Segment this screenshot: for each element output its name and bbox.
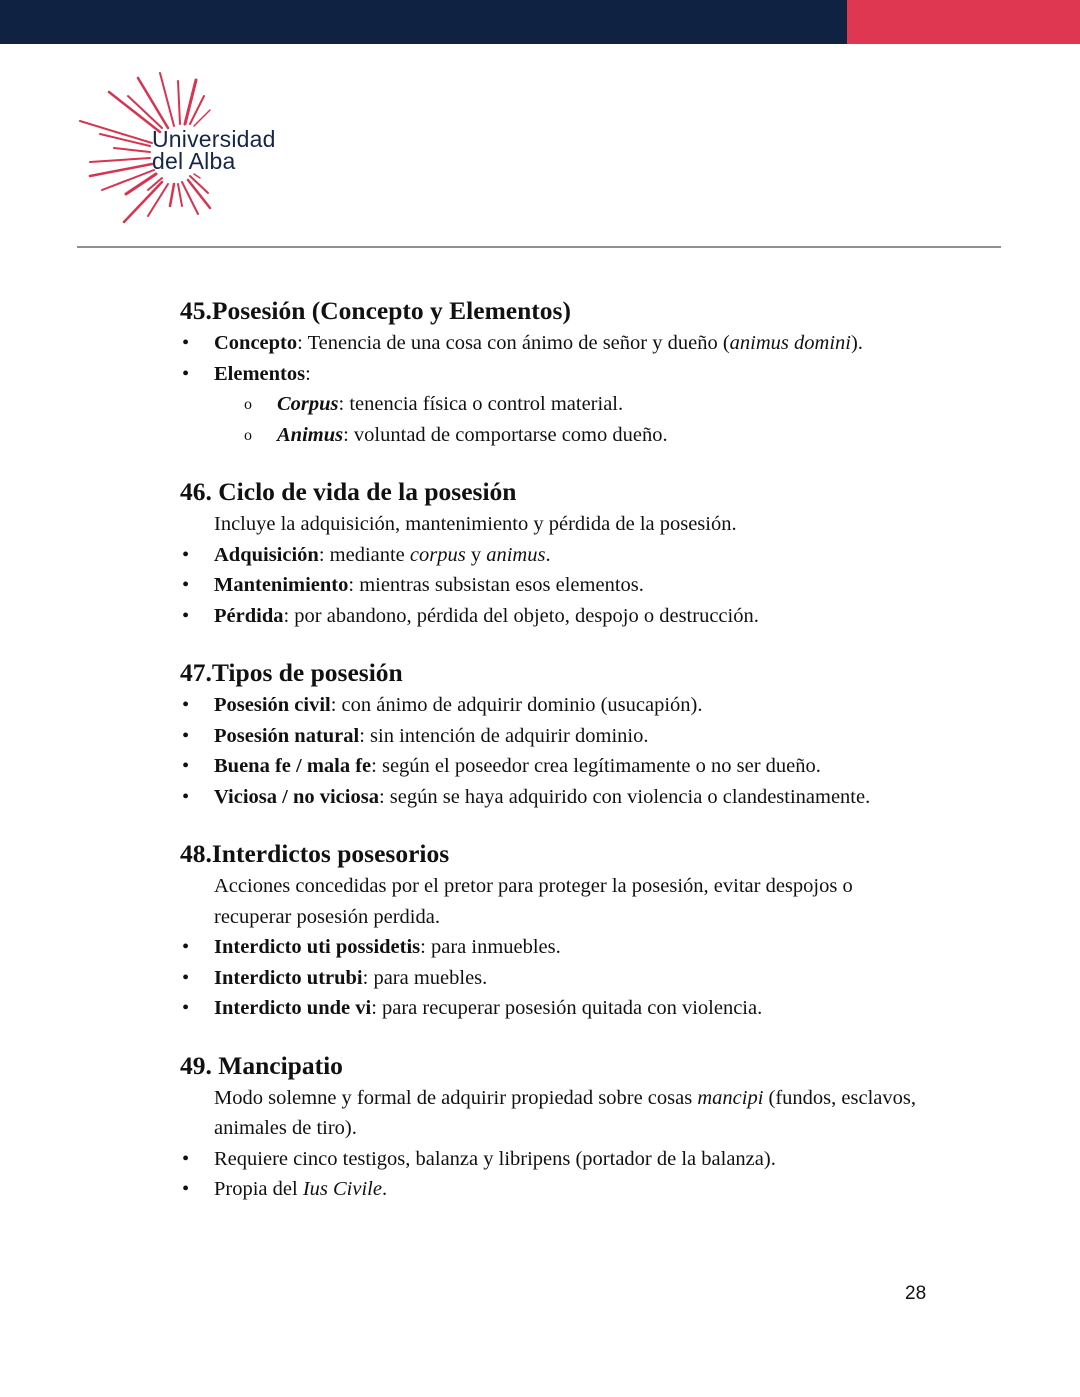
bullet-icon: • [182,1178,190,1200]
logo-line-2: del Alba [152,148,236,174]
bullet-icon: • [182,724,190,747]
bullet-icon: • [182,936,190,958]
bullet-icon: • [182,1147,190,1170]
sub-list [180,389,932,450]
bullet-icon: • [182,574,190,596]
section-heading: 45.Posesión (Concepto y Elementos) [180,296,571,325]
circle-bullet-icon: o [244,426,252,444]
list-item: • Concepto: Tenencia de una cosa con ánimo de señor y dueño (animus domini). [180,328,932,359]
header-bar [0,0,1080,44]
sub-list-item: o Corpus: tenencia física o control material. [180,389,932,420]
bullet-icon: • [182,755,190,777]
section-45 [180,294,932,450]
section-47 [180,656,932,812]
logo-line-1: Universidad [152,126,276,152]
bullet-list [180,690,932,812]
bullet-list [180,540,932,632]
list-item: • Mantenimiento: mientras subsistan esos elementos. [180,570,932,601]
logo-wordmark [152,128,276,172]
bullet-icon: • [182,785,190,808]
bullet-icon: • [182,604,190,627]
list-item: • Posesión natural: sin intención de adquirir dominio. [180,721,932,752]
bullet-list [180,1144,932,1205]
bullet-icon: • [182,332,190,354]
bullet-icon: • [182,362,190,385]
circle-bullet-icon: o [244,396,252,413]
list-item: • Requiere cinco testigos, balanza y libripens (portador de la balanza). [180,1144,932,1175]
page-number: 28 [905,1283,927,1304]
bullet-icon: • [182,966,190,989]
section-46 [180,475,932,631]
bullet-list [180,328,932,389]
sub-list-item: o Animus: voluntad de comportarse como dueño. [180,420,932,451]
header-divider [77,246,1001,248]
list-item: • Interdicto utrubi: para muebles. [180,963,932,994]
bullet-icon: • [182,543,190,566]
list-item: • Interdicto unde vi: para recuperar posesión quitada con violencia. [180,993,932,1024]
document-body [180,294,932,1205]
list-item: • Pérdida: por abandono, pérdida del objeto, despojo o destrucción. [180,601,932,632]
list-item: • Interdicto uti possidetis: para inmuebles. [180,932,932,963]
list-item: • Elementos: [180,359,932,390]
section-heading: 49. Mancipatio [180,1050,343,1080]
section-intro: Acciones concedidas por el pretor para proteger la posesión, evitar despojos o recuperar posesión perdida. [214,875,853,928]
section-heading: 46. Ciclo de vida de la posesión [180,477,517,506]
bullet-icon: • [182,694,190,716]
header-bar-navy [0,0,847,44]
bullet-icon: • [182,997,190,1019]
header-bar-red [847,0,1080,44]
section-heading: 48.Interdictos posesorios [180,839,450,868]
list-item: • Adquisición: mediante corpus y animus. [180,540,932,571]
section-heading: 47.Tipos de posesión [180,658,403,687]
bullet-list [180,932,932,1024]
section-48 [180,837,932,1024]
section-49 [180,1049,932,1205]
list-item: • Propia del Ius Civile. [180,1174,932,1205]
section-intro: Incluye la adquisición, mantenimiento y pérdida de la posesión. [214,513,737,535]
section-intro: Modo solemne y formal de adquirir propiedad sobre cosas mancipi (fundos, esclavos, animales de tiro). [214,1086,916,1139]
list-item: • Viciosa / no viciosa: según se haya adquirido con violencia o clandestinamente. [180,782,932,813]
list-item: • Posesión civil: con ánimo de adquirir dominio (usucapión). [180,690,932,721]
list-item: • Buena fe / mala fe: según el poseedor crea legítimamente o no ser dueño. [180,751,932,782]
